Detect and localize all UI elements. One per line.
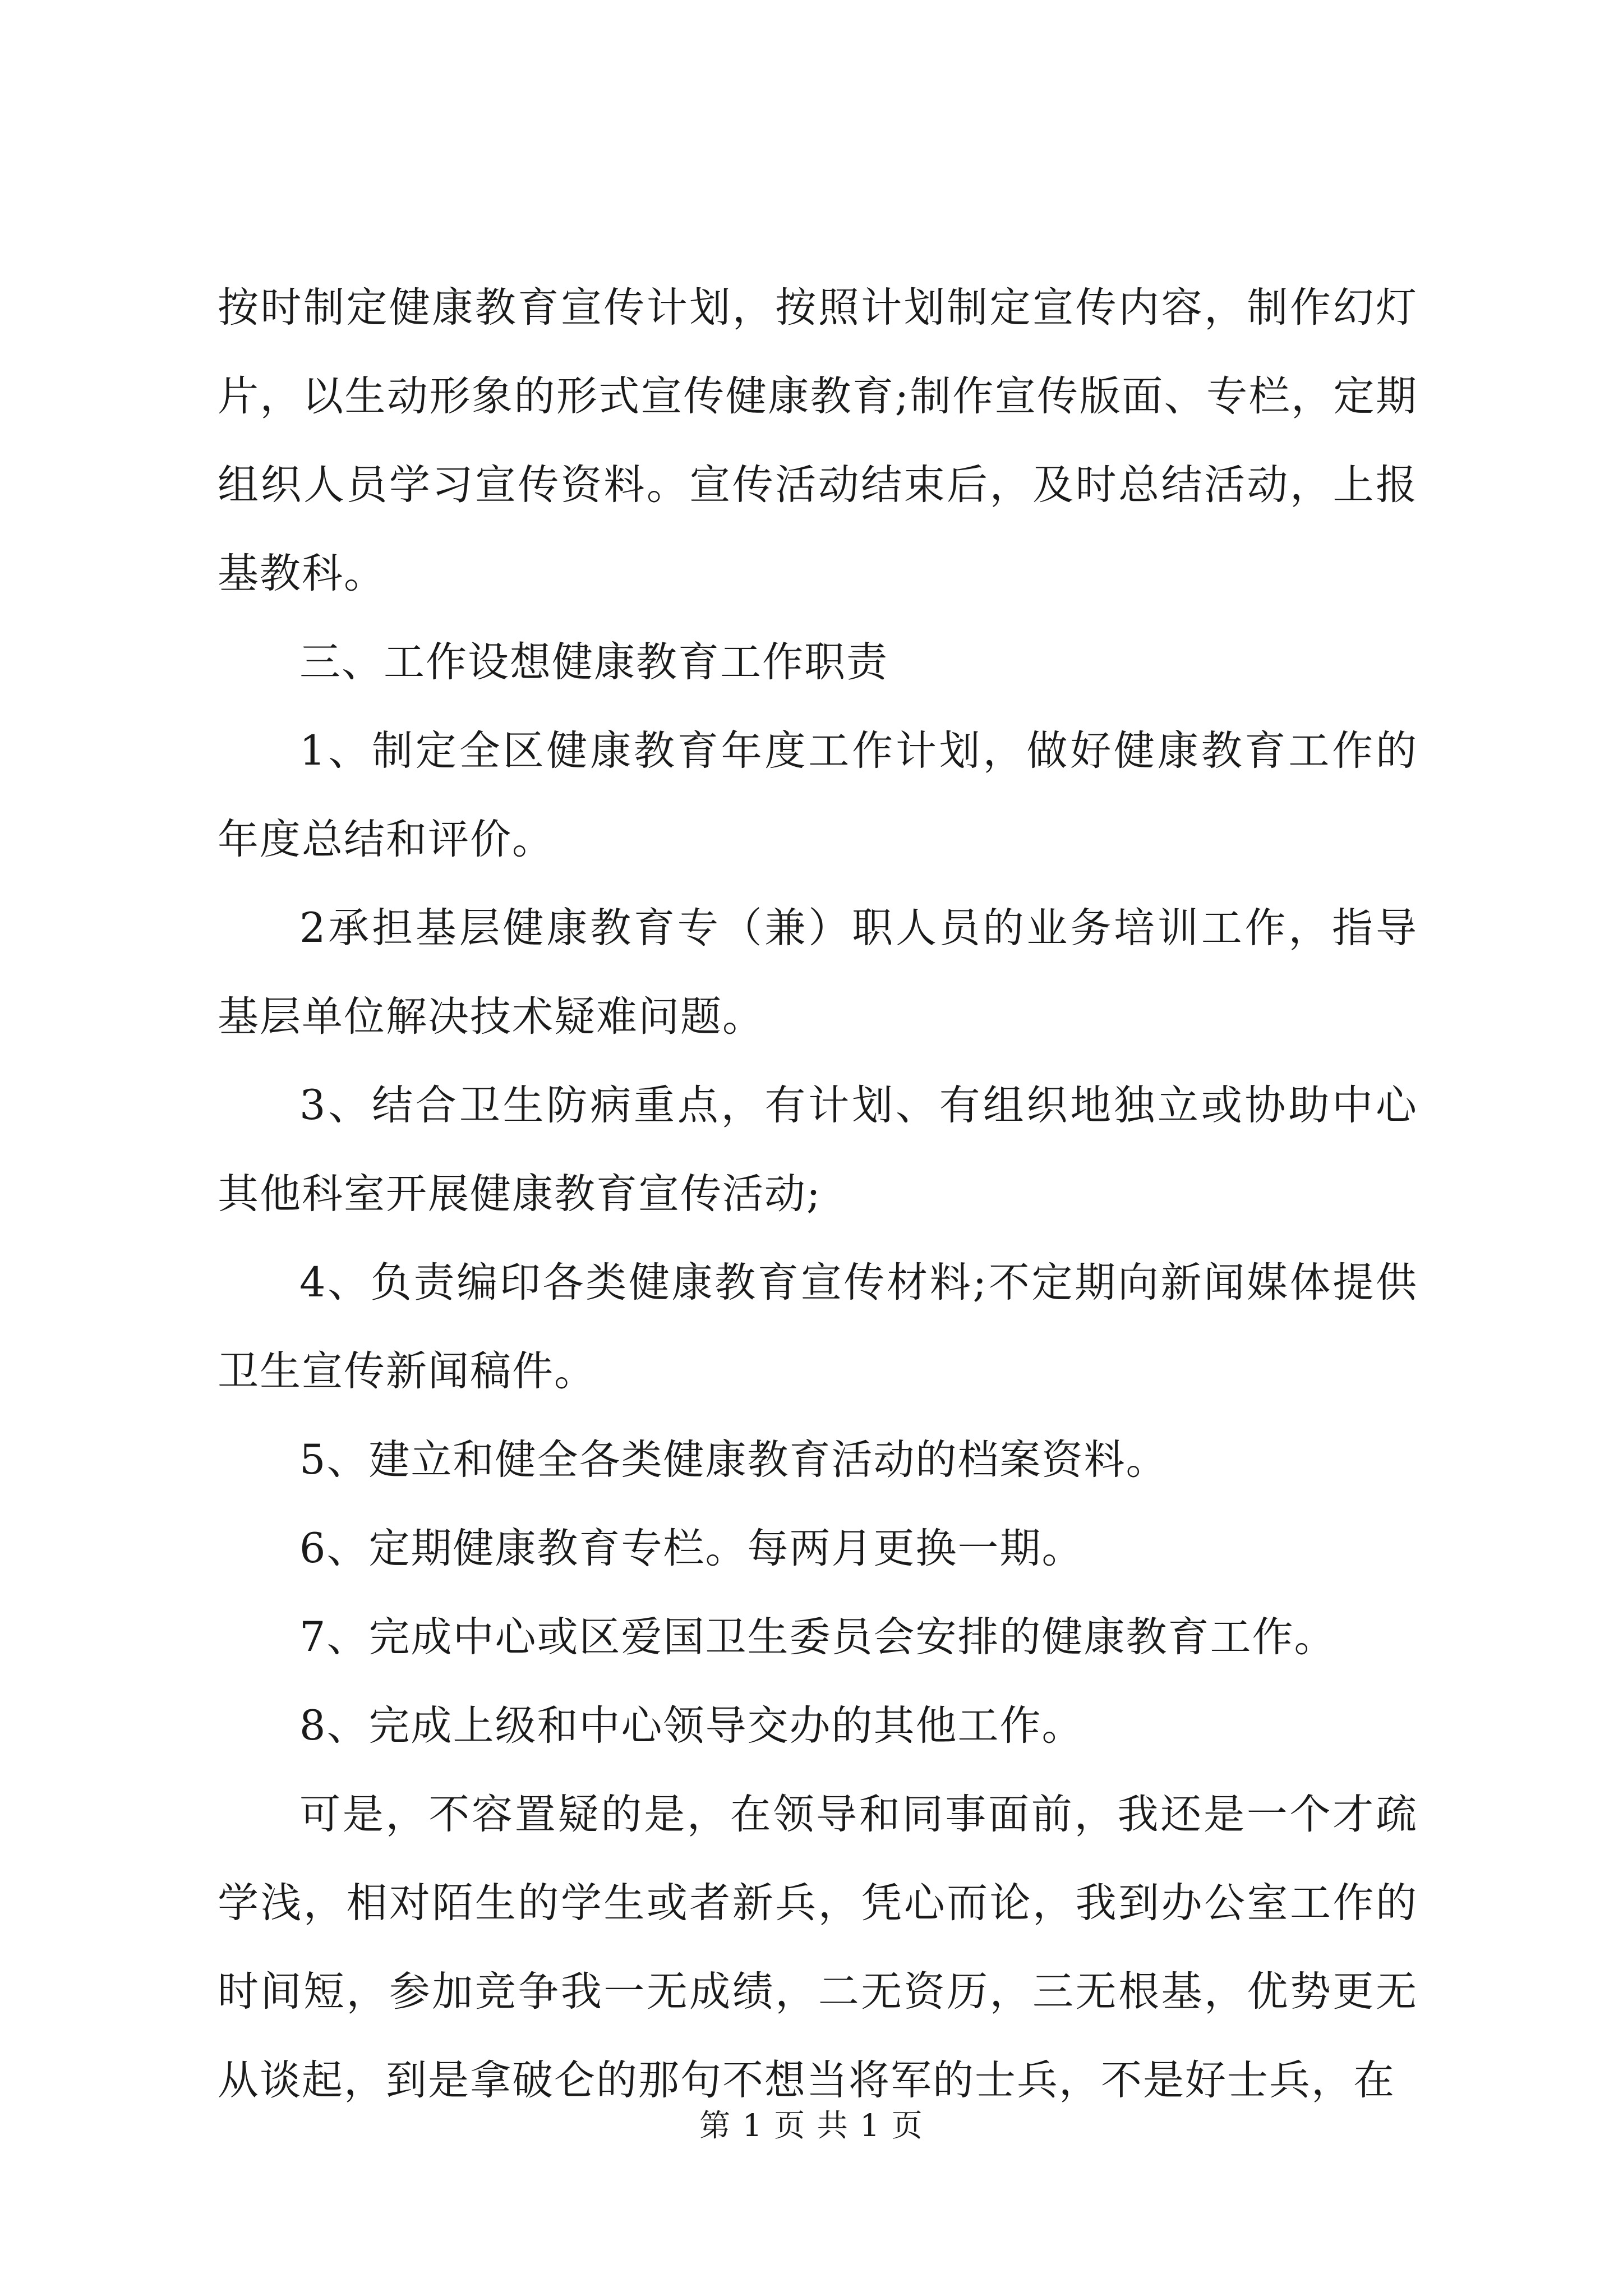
paragraph-closing: 可是，不容置疑的是，在领导和同事面前，我还是一个才疏学浅，相对陌生的学生或者新兵，凭心而论，我到办公室工作的时间短，参加竞争我一无成绩，二无资历，三无根基，优势更无从谈起，到是拿破仑的那句不想当将军的士兵，不是好士兵，在 <box>218 1791 1418 2104</box>
list-item: 5、建立和健全各类健康教育活动的档案资料。 <box>299 1436 1168 1484</box>
list-item: 3、结合卫生防病重点，有计划、有组织地独立或协助中心其他科室开展健康教育宣传活动; <box>218 1082 1418 1218</box>
list-item: 2承担基层健康教育专（兼）职人员的业务培训工作，指导基层单位解决技术疑难问题。 <box>218 904 1418 1041</box>
document-body <box>218 264 1418 2125</box>
list-item: 4、负责编印各类健康教育宣传材料;不定期向新闻媒体提供卫生宣传新闻稿件。 <box>218 1259 1418 1395</box>
page-footer: 第 1 页 共 1 页 <box>699 2108 924 2143</box>
section-heading: 三、工作设想健康教育工作职责 <box>299 638 888 686</box>
list-item: 8、完成上级和中心领导交办的其他工作。 <box>299 1702 1084 1750</box>
list-item: 7、完成中心或区爱国卫生委员会安排的健康教育工作。 <box>299 1613 1336 1661</box>
list-item: 6、定期健康教育专栏。每两月更换一期。 <box>299 1525 1084 1572</box>
paragraph-intro: 按时制定健康教育宣传计划，按照计划制定宣传内容，制作幻灯片，以生动形象的形式宣传健康教育;制作宣传版面、专栏，定期组织人员学习宣传资料。宣传活动结束后，及时总结活动，上报基教科。 <box>218 284 1418 597</box>
list-item: 1、制定全区健康教育年度工作计划，做好健康教育工作的年度总结和评价。 <box>218 727 1418 863</box>
